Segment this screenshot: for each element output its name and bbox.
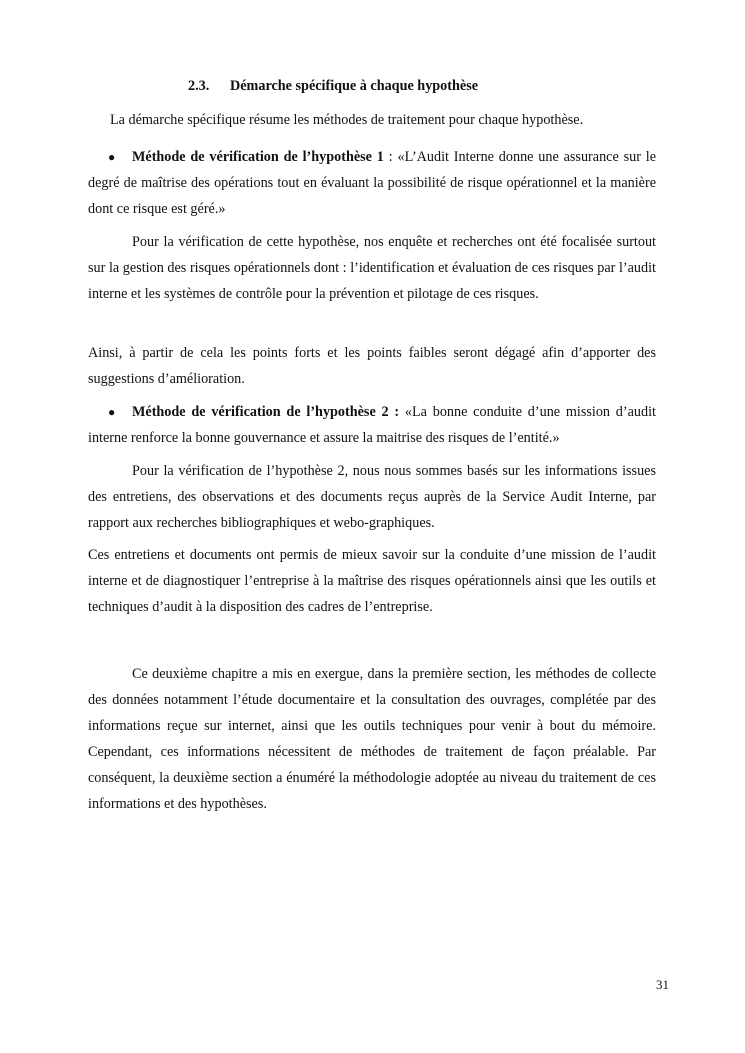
section-heading: [188, 73, 478, 99]
section-title: Démarche spécifique à chaque hypothèse: [230, 78, 479, 94]
section-number: 2.3.: [188, 78, 210, 94]
bullet-1-text: : «L’Audit Interne donne une assurance sur le degré de maîtrise des opérations tout en évaluant la possibilité de risque opérationnel et la manière dont ce risque est géré.»: [88, 149, 656, 217]
bullet-2-text: «La bonne conduite d’une mission d’audit interne renforce la bonne gouvernance et assure la maitrise des risques de l’entité.»: [88, 404, 656, 446]
bullet-1-label: Méthode de vérification de l’hypothèse 1: [132, 149, 384, 165]
paragraph-1: Pour la vérification de cette hypothèse, nos enquête et recherches ont été focalisée surtout sur la gestion des risques opérationnels dont : l’identification et évaluation de ces risques par l’audit interne et les systèmes de contrôle pour la prévention et pilotage de ces risques.: [88, 234, 656, 302]
bullet-icon: ●: [108, 150, 116, 164]
paragraph-4: Ces entretiens et documents ont permis de mieux savoir sur la conduite d’une mission de l’audit interne et de diagnostiquer l’entreprise à la maîtrise des risques opérationnels ainsi que les outils et techniques d’audit à la disposition des cadres de l’entreprise.: [88, 547, 656, 615]
bullet-hypothesis-2: [88, 399, 656, 451]
bullet-1-body: [88, 144, 656, 222]
paragraph-3: Pour la vérification de l’hypothèse 2, nous nous sommes basés sur les informations issues des entretiens, des observations et des documents reçus auprès de la Service Audit Interne, par rapport aux recherches bibliographiques et webo-graphiques.: [88, 463, 656, 531]
bullet-icon: ●: [108, 405, 116, 419]
page-number: 31: [656, 977, 669, 992]
paragraph-2: Ainsi, à partir de cela les points forts et les points faibles seront dégagé afin d’apporter des suggestions d’amélioration.: [88, 345, 656, 387]
bullet-2-body: [88, 399, 656, 451]
bullet-hypothesis-1: [88, 144, 656, 222]
bullet-2-label: Méthode de vérification de l’hypothèse 2 :: [132, 404, 400, 420]
intro-paragraph: La démarche spécifique résume les méthodes de traitement pour chaque hypothèse.: [110, 112, 584, 128]
paragraph-5: Ce deuxième chapitre a mis en exergue, dans la première section, les méthodes de collecte des données notamment l’étude documentaire et la consultation des ouvrages, complétée par des informations reçue sur internet, ainsi que les outils techniques pour venir à bout du mémoire. Cependant, ces informations nécessitent de méthodes de traitement de façon préalable. Par conséquent, la deuxième section a énuméré la méthodologie adoptée au niveau du traitement de ces informations et des hypothèses.: [88, 666, 656, 812]
